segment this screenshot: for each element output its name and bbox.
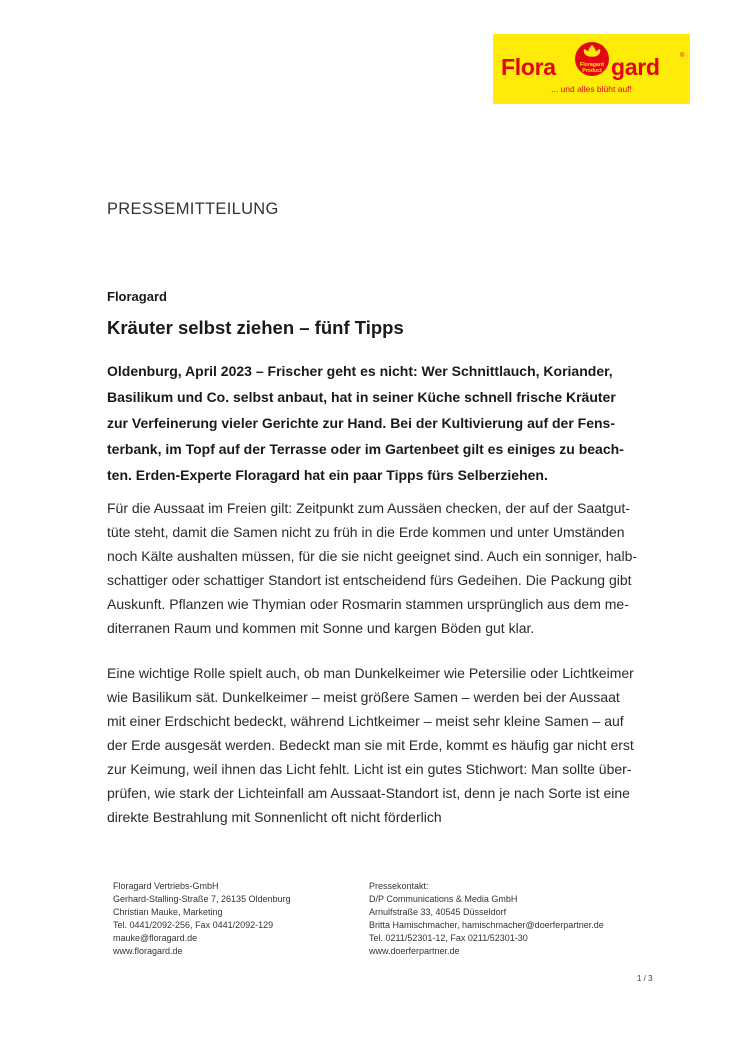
paragraph-line: Auskunft. Pflanzen wie Thymian oder Rosmarin stammen ursprünglich aus dem me- xyxy=(107,596,629,612)
lead-line: terbank, im Topf auf der Terrasse oder im Gartenbeet gilt es einiges zu beach- xyxy=(107,441,624,457)
lead-line: zur Verfeinerung vieler Gerichte zur Hand. Bei der Kultivierung auf der Fens- xyxy=(107,415,616,431)
footer-press-contact xyxy=(369,880,604,958)
footer-line: Christian Mauke, Marketing xyxy=(113,907,223,917)
floragard-logo xyxy=(493,34,690,104)
emblem-text-brand: Floragard xyxy=(580,62,604,68)
emblem-text-product: Product xyxy=(582,68,602,74)
lead-paragraph xyxy=(107,358,652,488)
paragraph-line: schattiger oder schattiger Standort ist entscheidend fürs Gedeihen. Die Packung gibt xyxy=(107,572,632,588)
footer-line: Arnulfstraße 33, 40545 Düsseldorf xyxy=(369,907,507,917)
footer-website-link[interactable]: www.floragard.de xyxy=(113,946,183,956)
body-paragraph-1 xyxy=(107,496,652,640)
paragraph-line: zur Keimung, weil ihnen das Licht fehlt. Licht ist ein gutes Stichwort: Man sollte über- xyxy=(107,761,632,777)
paragraph-line: der Erde ausgesät werden. Bedeckt man sie mit Erde, kommt es häufig gar nicht erst xyxy=(107,737,634,753)
lead-line: Oldenburg, April 2023 – Frischer geht es nicht: Wer Schnittlauch, Koriander, xyxy=(107,363,613,379)
logo-word-gard: gard xyxy=(611,54,660,80)
paragraph-line: diterranen Raum und kommen mit Sonne und kargen Böden gut klar. xyxy=(107,620,535,636)
paragraph-line: mit einer Erdschicht bedeckt, während Lichtkeimer – meist sehr kleine Samen – auf xyxy=(107,713,624,729)
footer-line: Gerhard-Stalling-Straße 7, 26135 Oldenburg xyxy=(113,894,291,904)
flower-emblem-icon xyxy=(571,37,613,79)
document-type-label: PRESSEMITTEILUNG xyxy=(107,200,279,218)
footer-line: Britta Hamischmacher, hamischmacher@doerferpartner.de xyxy=(369,920,604,930)
paragraph-line: noch Kälte aushalten müssen, für die sie nicht geeignet sind. Auch ein sonniger, halb- xyxy=(107,548,638,564)
page-number: 1 / 3 xyxy=(637,974,653,983)
paragraph-line: Für die Aussaat im Freien gilt: Zeitpunkt zum Aussäen checken, der auf der Saatgut- xyxy=(107,500,630,516)
body-paragraph-2 xyxy=(107,661,652,829)
footer-company-contact xyxy=(113,880,291,958)
paragraph-line: direkte Bestrahlung mit Sonnenlicht oft nicht förderlich xyxy=(107,809,442,825)
company-name: Floragard xyxy=(107,289,167,304)
footer-line: Tel. 0441/2092-256, Fax 0441/2092-129 xyxy=(113,920,274,930)
footer-line: Pressekontakt: xyxy=(369,881,429,891)
lead-line: Basilikum und Co. selbst anbaut, hat in seiner Küche schnell frische Kräuter xyxy=(107,389,616,405)
registered-mark: ® xyxy=(680,53,685,59)
lead-line: ten. Erden-Experte Floragard hat ein paar Tipps fürs Selberziehen. xyxy=(107,467,548,483)
footer-website-link[interactable]: www.doerferpartner.de xyxy=(369,946,460,956)
logo-word-flora: Flora xyxy=(501,54,556,80)
paragraph-line: wie Basilikum sät. Dunkelkeimer – meist größere Samen – werden bei der Aussaat xyxy=(107,689,620,705)
paragraph-line: Eine wichtige Rolle spielt auch, ob man Dunkelkeimer wie Petersilie oder Lichtkeimer xyxy=(107,665,634,681)
footer-email-link[interactable]: mauke@floragard.de xyxy=(113,933,198,943)
footer-line: Floragard Vertriebs-GmbH xyxy=(113,881,219,891)
logo-tagline: ... und alles blüht auf! xyxy=(551,84,632,94)
paragraph-line: tüte steht, damit die Samen nicht zu früh in die Erde kommen und unter Umständen xyxy=(107,524,625,540)
paragraph-line: prüfen, wie stark der Lichteinfall am Aussaat-Standort ist, denn je nach Sorte ist eine xyxy=(107,785,630,801)
footer-line: D/P Communications & Media GmbH xyxy=(369,894,518,904)
headline: Kräuter selbst ziehen – fünf Tipps xyxy=(107,317,404,338)
footer-line: Tel. 0211/52301-12, Fax 0211/52301-30 xyxy=(369,933,528,943)
